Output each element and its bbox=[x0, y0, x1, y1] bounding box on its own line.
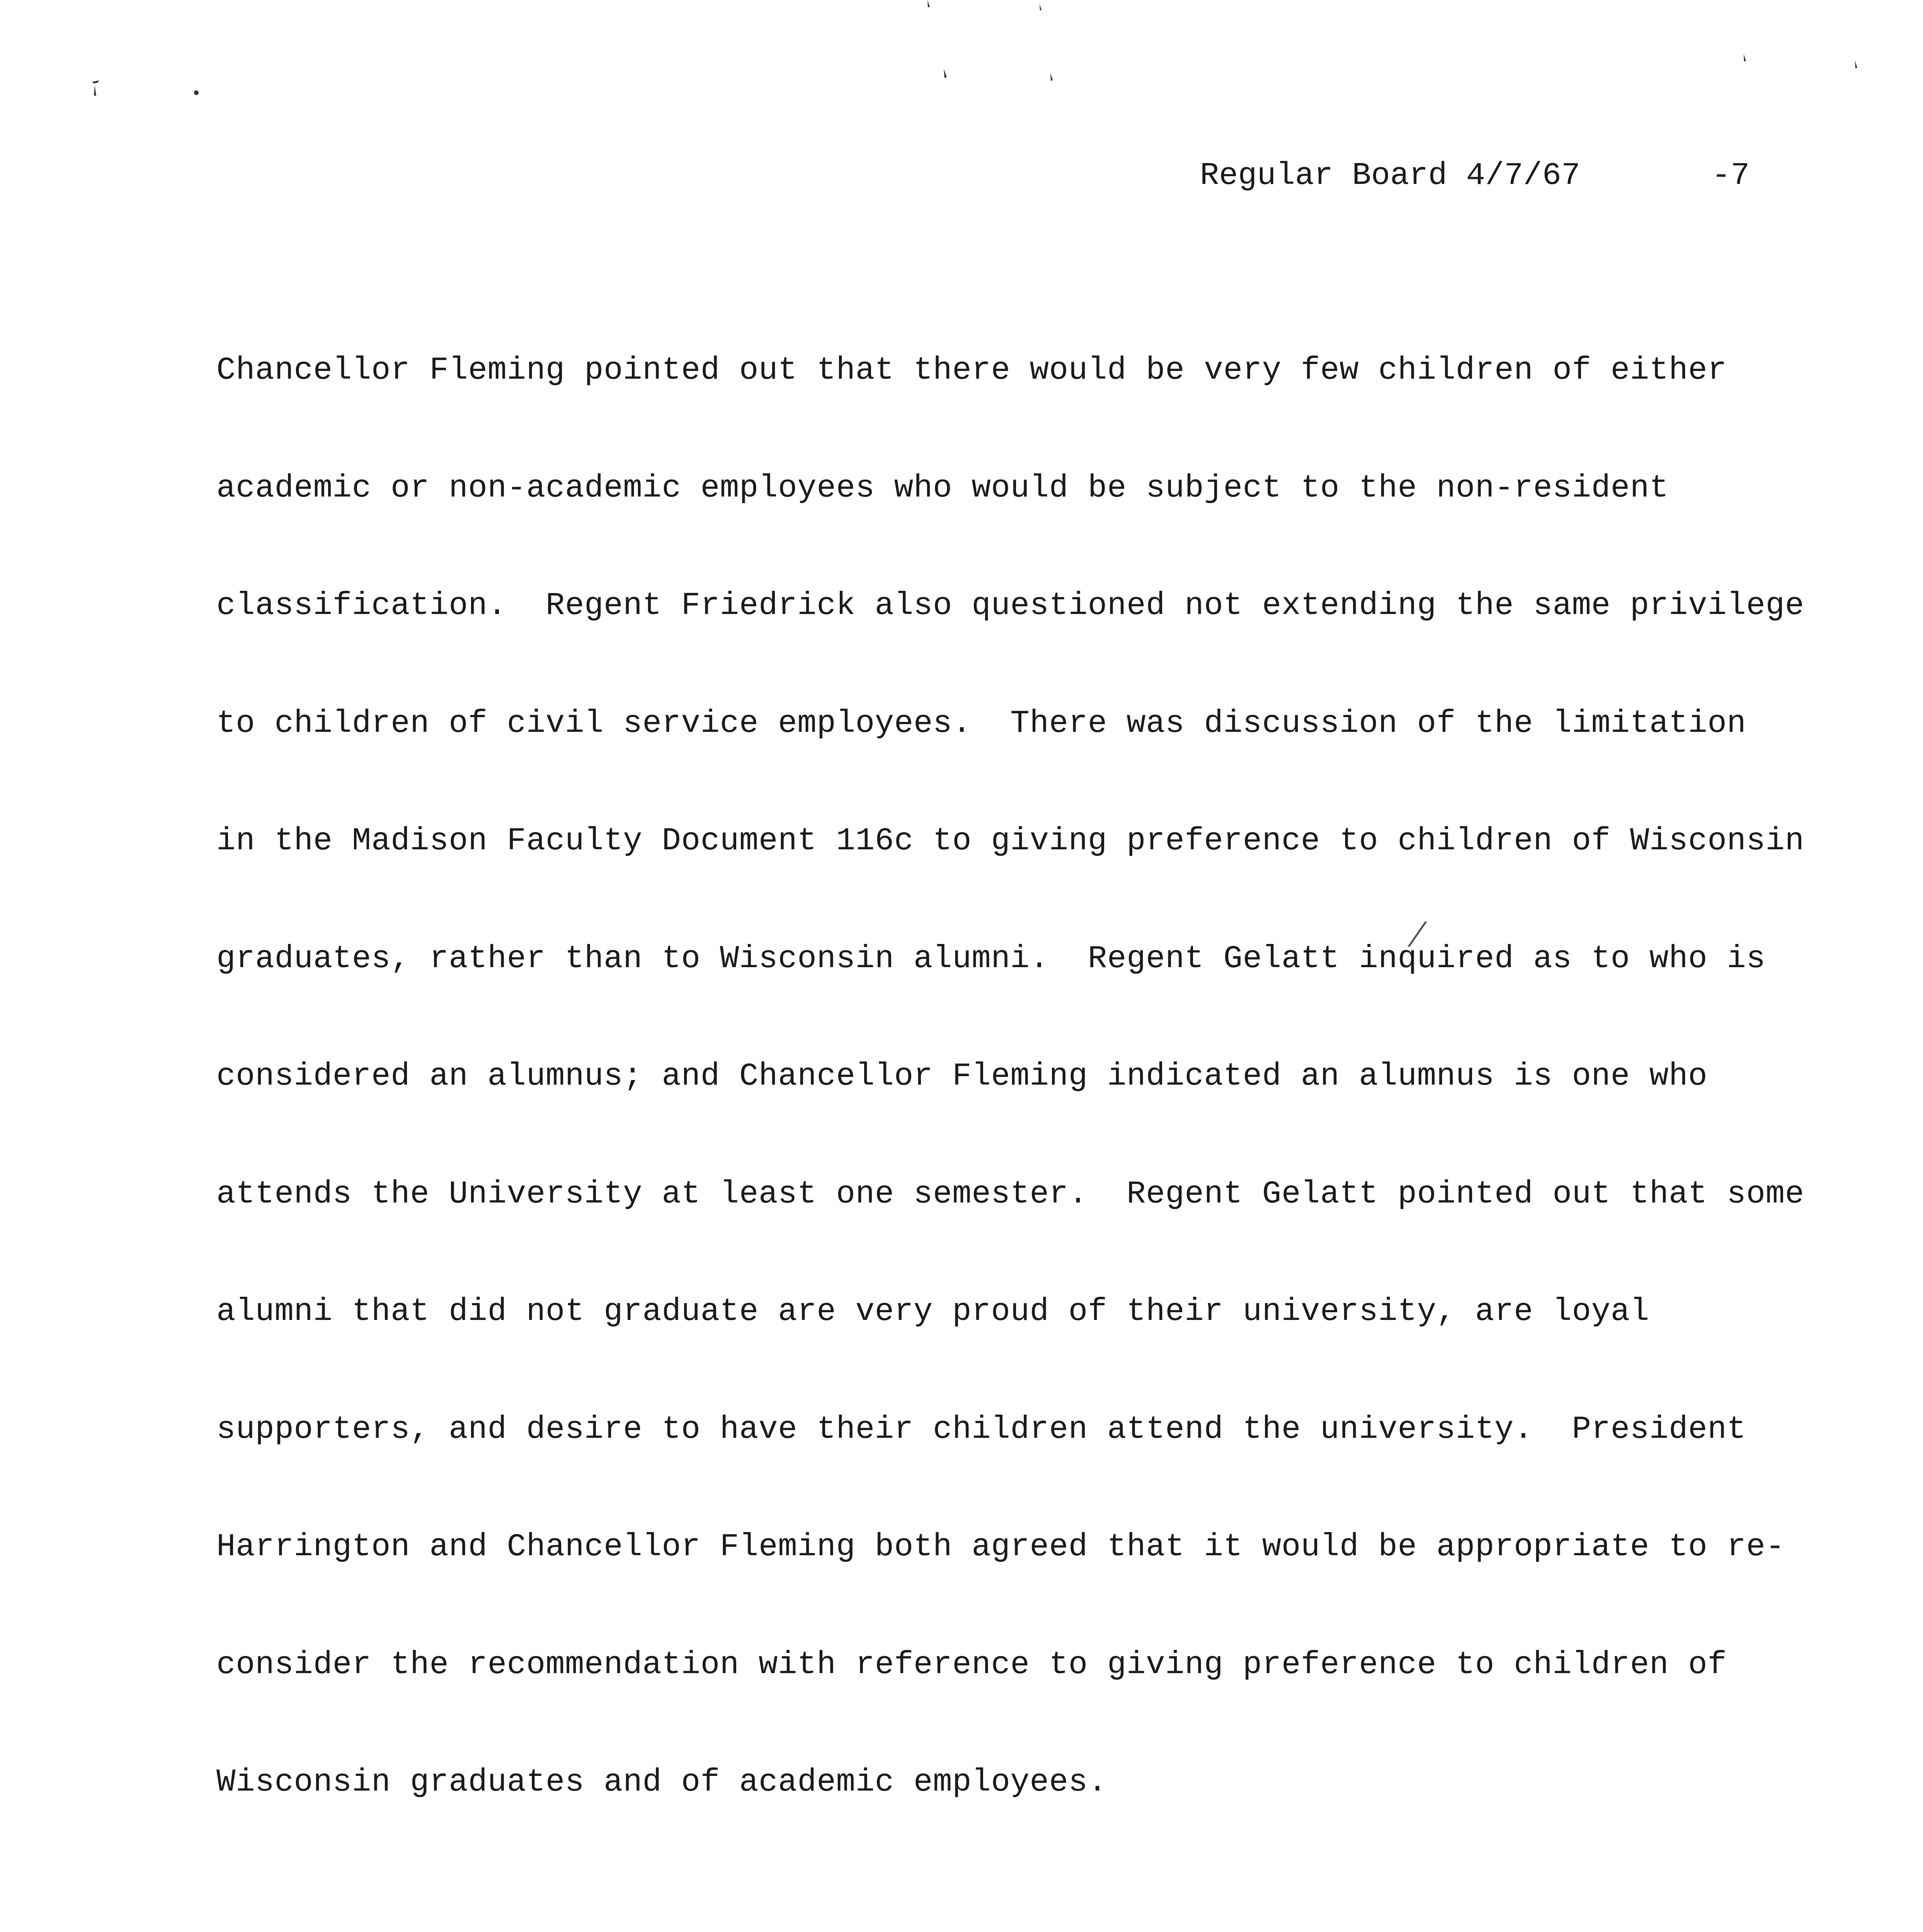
text-line: attends the University at least one semester. Regent Gelatt pointed out that some bbox=[216, 1175, 1804, 1212]
text-line: classification. Regent Friedrick also questioned not extending the same privilege bbox=[216, 587, 1804, 624]
header-title: Regular Board 4/7/67 bbox=[1200, 158, 1581, 194]
text-line: consider the recommendation with reference to giving preference to children of bbox=[216, 1646, 1727, 1683]
text-line: to children of civil service employees. There was discussion of the limitation bbox=[216, 705, 1746, 742]
text-line: graduates, rather than to Wisconsin alumni. Regent Gelatt inquired as to who is bbox=[216, 940, 1766, 977]
text-line: in the Madison Faculty Document 116c to giving preference to children of Wisconsin bbox=[216, 823, 1804, 859]
header-page-ref: -7 bbox=[1712, 158, 1750, 194]
text-line: considered an alumnus; and Chancellor Fleming indicated an alumnus is one who bbox=[216, 1058, 1708, 1094]
text-line: academic or non-academic employees who would be subject to the non-resident bbox=[216, 469, 1669, 506]
text-line: Wisconsin graduates and of academic employees. bbox=[216, 1764, 1107, 1800]
text-line: Harrington and Chancellor Fleming both agreed that it would be appropriate to re- bbox=[216, 1529, 1785, 1565]
text-line: supporters, and desire to have their children attend the university. President bbox=[216, 1411, 1746, 1447]
text-line: alumni that did not graduate are very proud of their university, are loyal bbox=[216, 1293, 1649, 1330]
text-line: Chancellor Fleming pointed out that there would be very few children of either bbox=[216, 352, 1727, 388]
